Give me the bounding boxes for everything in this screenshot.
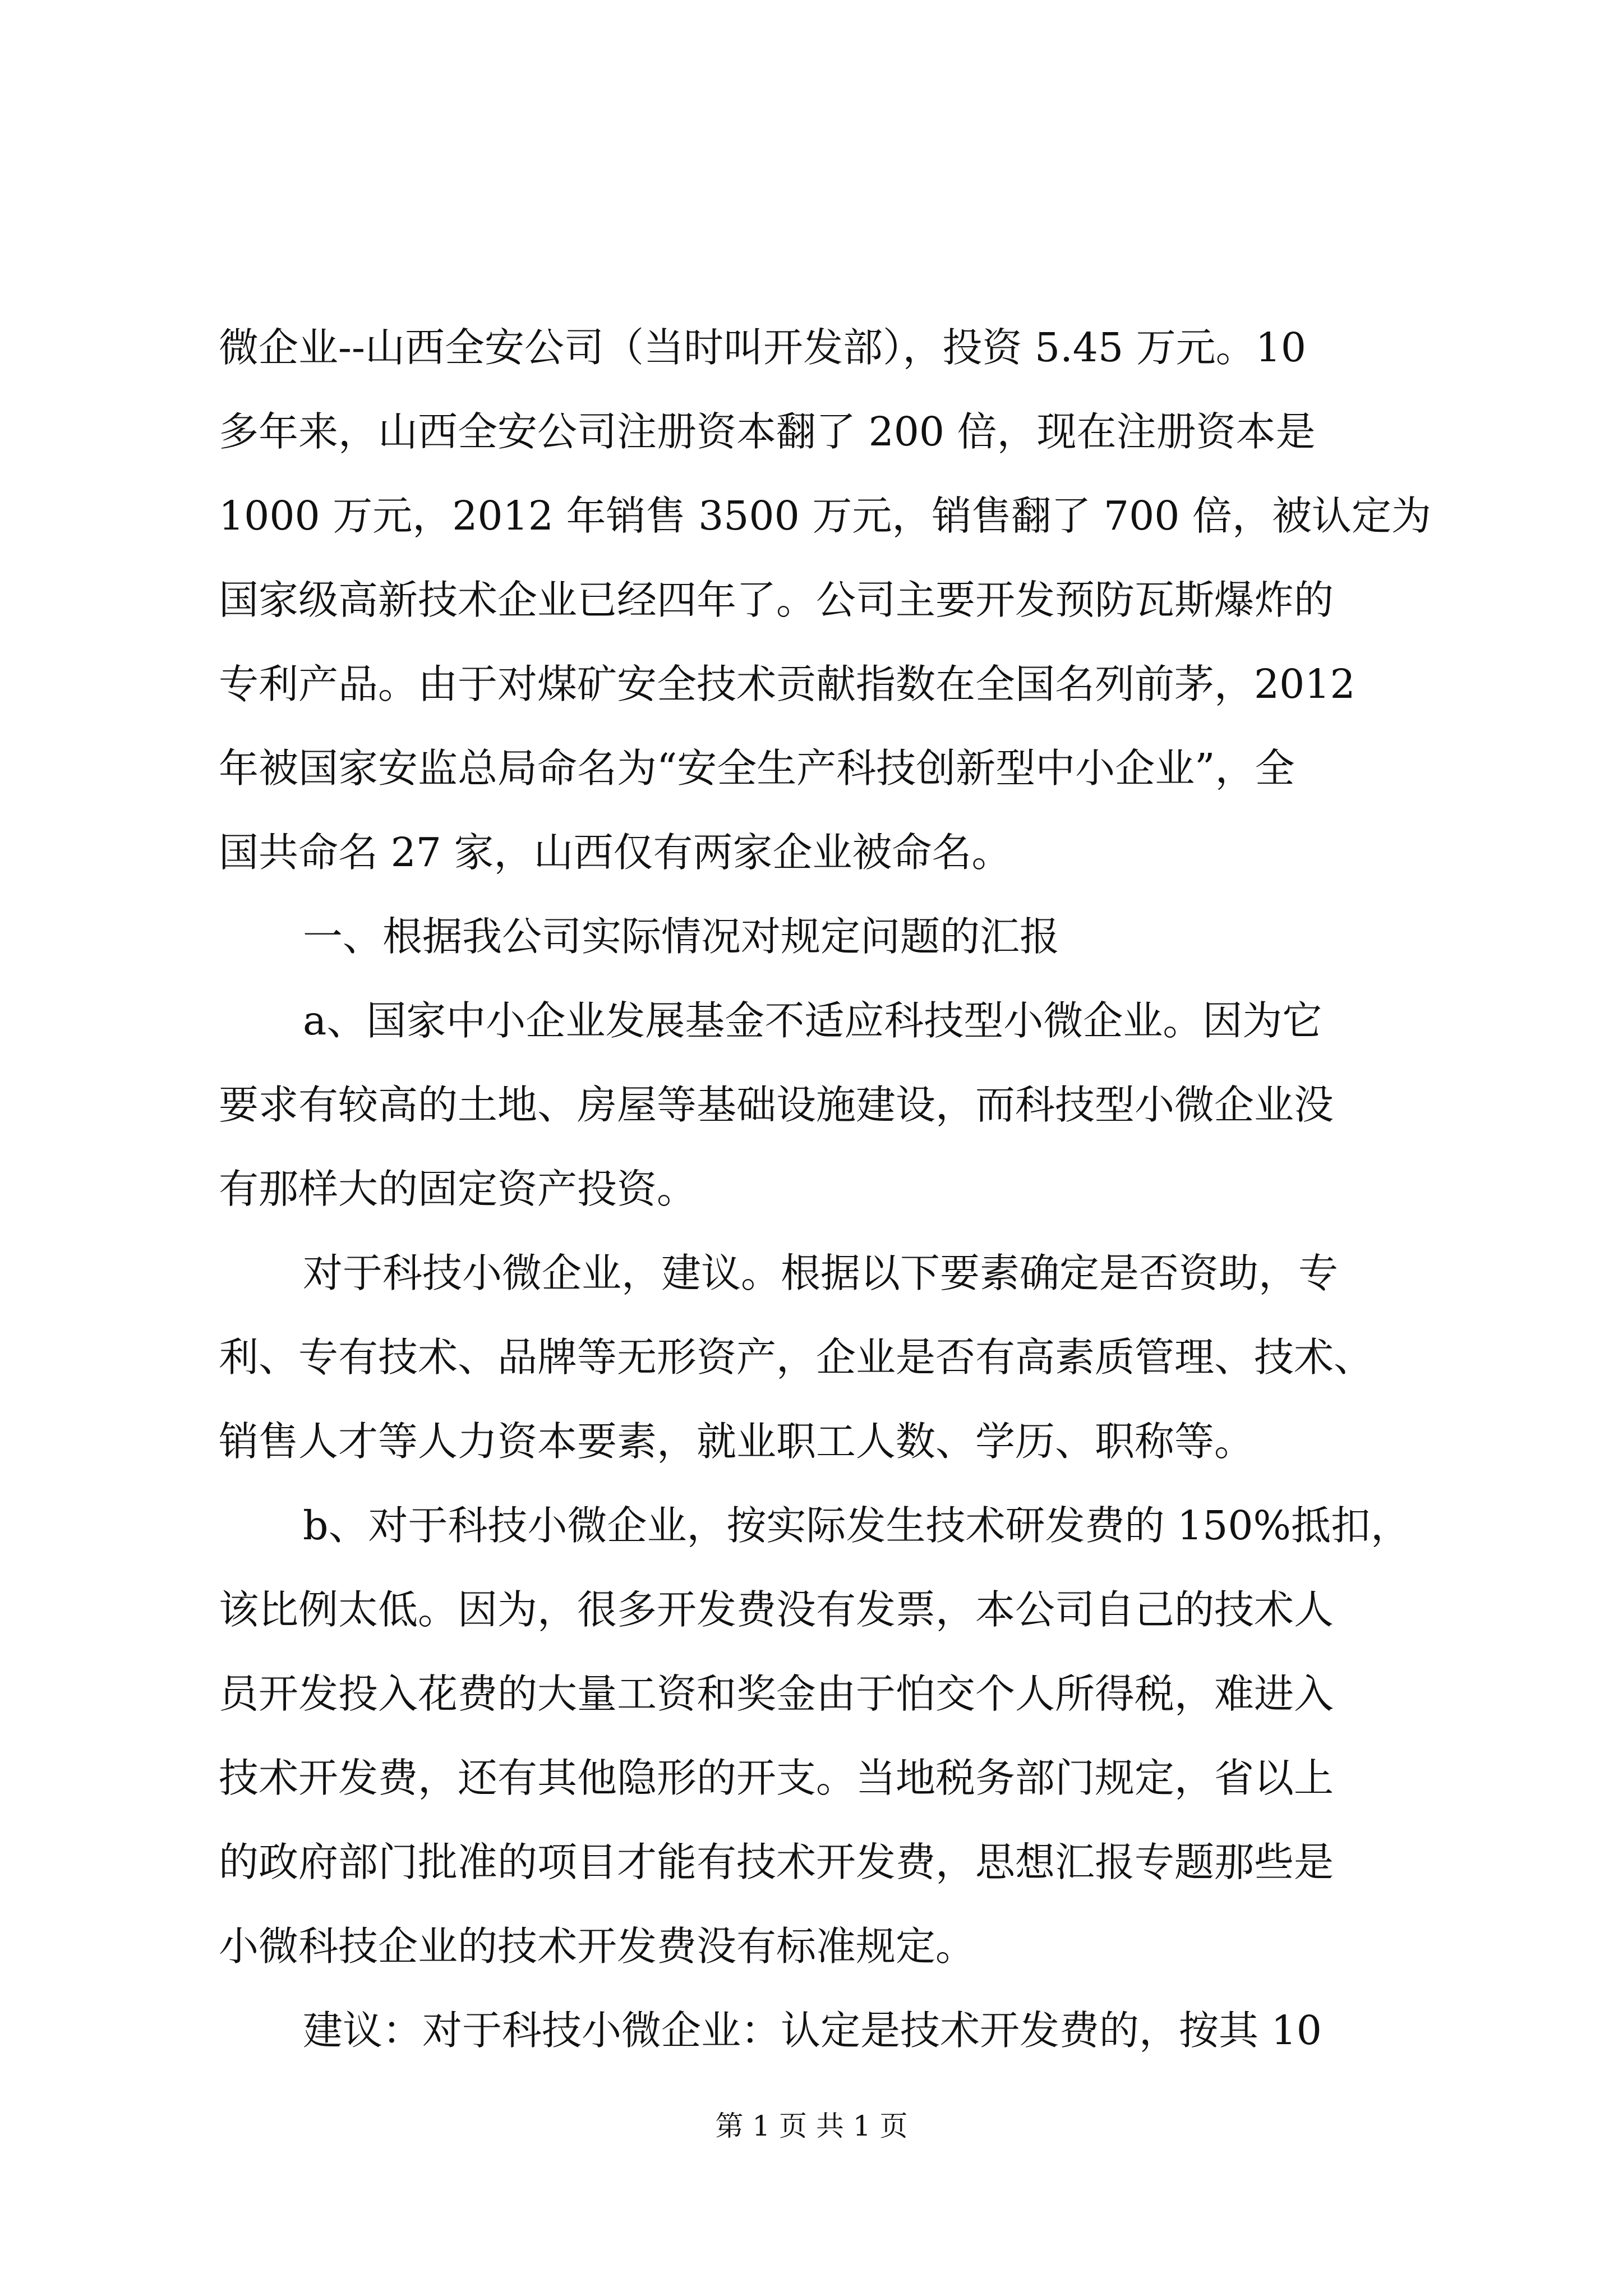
text-line-4: 国家级高新技术企业已经四年了。公司主要开发预防瓦斯爆炸的 bbox=[219, 577, 1334, 623]
text-line-7: 国共命名 27 家，山西仅有两家企业被命名。 bbox=[219, 829, 1012, 876]
text-line-13: 利、专有技术、品牌等无形资产，企业是否有高素质管理、技术、 bbox=[219, 1334, 1374, 1381]
text-line-2: 多年来，山西全安公司注册资本翻了 200 倍，现在注册资本是 bbox=[219, 408, 1316, 455]
body-text bbox=[219, 306, 1432, 2073]
text-line-16: 该比例太低。因为，很多开发费没有发票，本公司自己的技术人 bbox=[219, 1586, 1334, 1633]
text-line-5: 专利产品。由于对煤矿安全技术贡献指数在全国名列前茅，2012 bbox=[219, 661, 1355, 707]
text-line-20: 小微科技企业的技术开发费没有标准规定。 bbox=[219, 1923, 976, 1970]
text-line-11: 有那样大的固定资产投资。 bbox=[219, 1166, 697, 1212]
text-line-21: 建议：对于科技小微企业：认定是技术开发费的，按其 10 bbox=[303, 2007, 1322, 2054]
text-line-1: 微企业--山西全安公司（当时叫开发部），投资 5.45 万元。10 bbox=[219, 324, 1307, 371]
section-heading: 一、根据我公司实际情况对规定问题的汇报 bbox=[303, 913, 1060, 960]
text-line-19: 的政府部门批准的项目才能有技术开发费，思想汇报专题那些是 bbox=[219, 1839, 1334, 1885]
text-line-10: 要求有较高的土地、房屋等基础设施建设，而科技型小微企业没 bbox=[219, 1082, 1334, 1128]
text-line-3: 1000 万元，2012 年销售 3500 万元，销售翻了 700 倍，被认定为 bbox=[219, 493, 1432, 539]
text-line-18: 技术开发费，还有其他隐形的开支。当地税务部门规定，省以上 bbox=[219, 1755, 1334, 1801]
text-line-12: 对于科技小微企业，建议。根据以下要素确定是否资助，专 bbox=[303, 1250, 1339, 1296]
text-line-17: 员开发投入花费的大量工资和奖金由于怕交个人所得税，难进入 bbox=[219, 1671, 1334, 1717]
text-line-14: 销售人才等人力资本要素，就业职工人数、学历、职称等。 bbox=[219, 1418, 1255, 1465]
text-line-15: b、对于科技小微企业，按实际发生技术研发费的 150%抵扣， bbox=[303, 1502, 1411, 1549]
page-number-footer: 第 1 页 共 1 页 bbox=[715, 2110, 908, 2142]
text-line-9: a、国家中小企业发展基金不适应科技型小微企业。因为它 bbox=[303, 997, 1322, 1044]
text-line-6: 年被国家安监总局命名为“安全生产科技创新型中小企业”，全 bbox=[219, 745, 1295, 792]
